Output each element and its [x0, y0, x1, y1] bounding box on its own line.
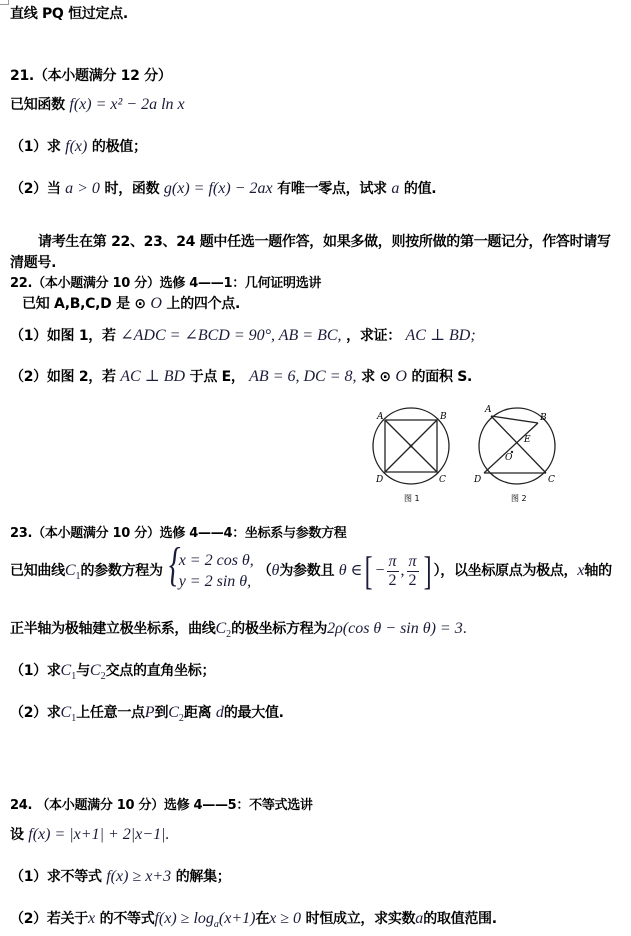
q22-part2-suffix: 的面积 S.	[411, 369, 473, 385]
q23-c2: $C_2$	[215, 620, 232, 640]
q21-stem-prefix: 已知函数	[10, 97, 65, 113]
q23-theta: θ	[271, 562, 280, 579]
q22-title: 22.（本小题满分 10 分）选修 4——1：几何证明选讲	[10, 276, 322, 291]
q23-sys-row1: { x = 2 cos θ,	[178, 552, 254, 569]
q21-part2-math2: g(x) = f(x) − 2ax	[163, 180, 273, 197]
circle-symbol-icon: ⊙	[379, 369, 391, 385]
q23-x-axis: x	[577, 562, 585, 579]
page-corner-mark	[0, 0, 9, 5]
q21-part1	[10, 138, 147, 156]
fig2-label-b: B	[540, 413, 547, 423]
q22-part1-math: ∠ADC = ∠BCD = 90°, AB = BC,	[120, 327, 342, 344]
fig1-label-c: C	[439, 475, 446, 485]
q22-part1-math2: AC ⊥ BD;	[405, 327, 476, 344]
q23-param-text: 为参数且	[279, 563, 335, 579]
q23-part1-prefix: （1）求	[10, 663, 61, 679]
q21-part2-suffix: 的值.	[403, 181, 437, 197]
q24-part1-math: f(x) ≥ x+3	[106, 868, 172, 885]
notice-line2: 清题号.	[10, 255, 57, 271]
fig2-label-e: E	[524, 435, 531, 445]
q22-part1-mid: ，求证：	[346, 328, 401, 344]
q22-part2-math: AC ⊥ BD	[120, 368, 186, 385]
fig2-label-d: D	[474, 475, 482, 485]
q23-stem-mid: 的参数方程为	[80, 563, 163, 579]
q22-stem-math: O	[150, 295, 162, 312]
q22-stem-suffix: 上的四个点.	[166, 296, 241, 312]
q23-frac-left: $\frac{\pi}{2}$	[388, 552, 397, 589]
q21-title: 21.（本小题满分 12 分）	[10, 68, 172, 84]
q24-part1: （1）求不等式 f(x) ≥ x+3 的解集；	[10, 868, 231, 885]
q23-line2: 正半轴为极轴建立极坐标系，曲线$C_2$的极坐标方程为2ρ(cos θ − sin θ) = 3.	[10, 620, 467, 640]
q22-part1	[10, 327, 476, 345]
q21-part2-mid2: 有唯一零点，试求	[277, 181, 387, 197]
q23-part1-suffix: 交点的直角坐标；	[105, 663, 216, 679]
q23-c1: $C_1$	[64, 562, 81, 582]
q21-part1-suffix: 的极值；	[91, 139, 147, 155]
q23-stem-prefix: 已知曲线	[10, 563, 65, 579]
q23-stem-suffix2: 轴的	[584, 563, 612, 579]
q23-line2-prefix: 正半轴为极轴建立极坐标系，曲线	[10, 621, 216, 637]
q21-part2	[10, 180, 436, 198]
q21-stem-math: f(x) = x² − 2a ln x	[69, 96, 185, 113]
prev-question-tail: 直线 PQ 恒过定点.	[10, 6, 128, 22]
q24-part2-math: $f(x) \ge \log_a(x+1)$	[154, 910, 256, 930]
q22-stem-prefix: 已知 A,B,C,D 是	[22, 296, 130, 312]
q21-part1-math: f(x)	[65, 138, 88, 155]
q22-part2	[10, 368, 472, 386]
q23-line2-math: 2ρ(cos θ − sin θ) = 3	[327, 620, 463, 637]
q23-stem-suffix: ），以坐标原点为极点，	[433, 563, 578, 579]
fig1-caption: 图 1	[404, 494, 420, 503]
q23-sys-row2: y = 2 sin θ,	[178, 573, 252, 590]
circle-symbol-icon: ⊙	[134, 296, 146, 312]
q22-figures	[366, 400, 584, 507]
notice-line1: 请考生在第 22、23、24 题中任选一题作答，如果多做，则按所做的第一题记分，作答时请写	[38, 234, 611, 250]
fig1-label-b: B	[440, 412, 447, 422]
q24-part2: （2）若关于x 的不等式$f(x) \ge \log_a(x+1)$在x ≥ 0 时恒成立，求实数a的取值范围.	[10, 910, 497, 930]
q21-part1-prefix: （1）求	[10, 139, 61, 155]
q23-part2: （2）求$C_1$上任意一点P到$C_2$距离 d的最大值.	[10, 704, 284, 724]
q22-part2-mid2: 求	[361, 369, 375, 385]
q23-frac-right: $\frac{\pi}{2}$	[408, 552, 417, 589]
q22-part2-mid: 于点 E，	[189, 369, 245, 385]
q23-line2-mid: 的极坐标方程为	[231, 621, 328, 637]
q22-stem	[22, 295, 240, 313]
q24-stem-math: f(x) = |x+1| + 2|x−1|.	[28, 826, 170, 843]
q23-param-system	[167, 550, 254, 592]
q21-part2-prefix: （2）当	[10, 181, 61, 197]
fig2-label-c: C	[548, 475, 555, 485]
q23-paren-open: （	[257, 563, 272, 579]
geometry-figures-icon	[366, 400, 584, 507]
q23-stem: 已知曲线$C_1$的参数方程为 { x = 2 cos θ, y = 2 sin θ, （θ为参数且 θ ∈[ − $\frac{\pi}{2}$ , $\frac{\pi}{2}$ ] ），以坐标原点为极点，x轴的	[10, 550, 612, 596]
q22-part2-math2: AB = 6, DC = 8,	[249, 368, 357, 385]
q22-part2-math3: O	[395, 368, 407, 385]
q22-part1-prefix: （1）如图 1，若	[10, 328, 116, 344]
q21-part2-math1: a > 0	[65, 180, 100, 197]
q21-part2-mid: 时，函数	[104, 181, 160, 197]
q21-part2-math3: a	[391, 180, 400, 197]
q24-stem: 设 f(x) = |x+1| + 2|x−1|.	[10, 826, 170, 843]
q22-part2-prefix: （2）如图 2，若	[10, 369, 116, 385]
q23-interval-prefix: θ ∈	[338, 562, 363, 579]
fig1-label-d: D	[376, 475, 384, 485]
fig2-label-a: A	[485, 405, 492, 415]
fig2-caption: 图 2	[511, 494, 527, 503]
q24-title: 24. （本小题满分 10 分）选修 4——5：不等式选讲	[10, 798, 313, 813]
q23-part1: （1）求$C_1$与$C_2$交点的直角坐标；	[10, 662, 216, 682]
q21-stem	[10, 96, 185, 114]
fig1-label-a: A	[377, 412, 384, 422]
q23-title: 23.（本小题满分 10 分）选修 4——4：坐标系与参数方程	[10, 526, 347, 541]
fig2-label-o: O	[505, 453, 513, 463]
